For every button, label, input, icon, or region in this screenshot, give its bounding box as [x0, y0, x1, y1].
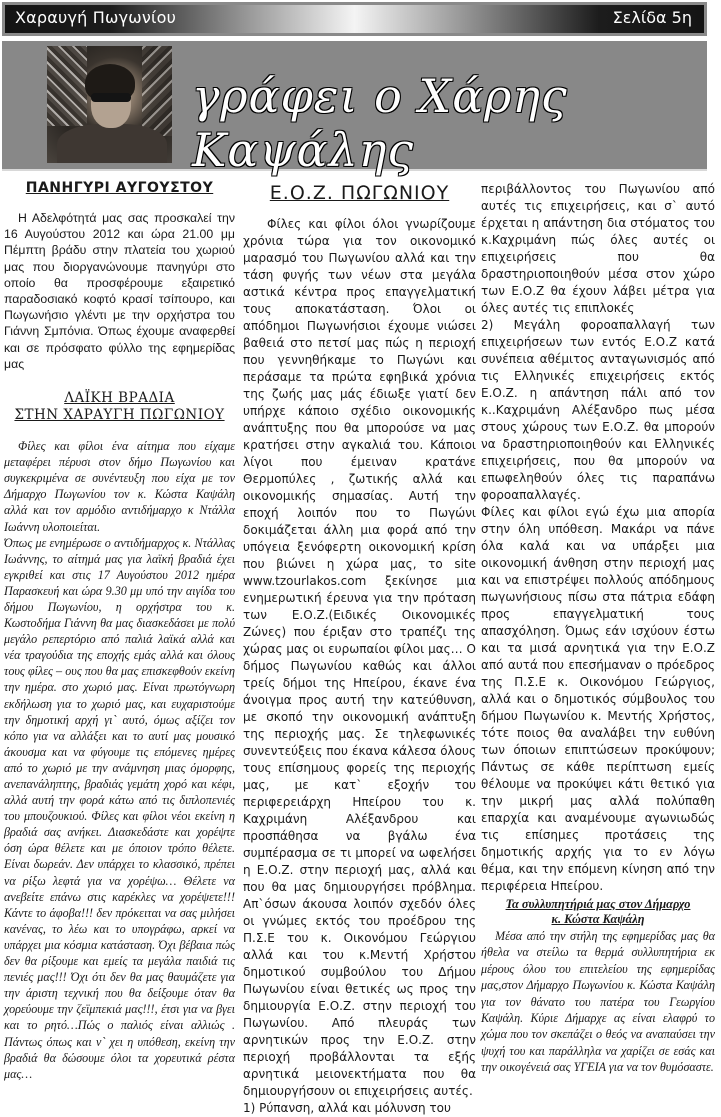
article-title-folk-night [4, 390, 235, 424]
article-body-eoz: Φίλες και φίλοι όλοι γνωρίζουμε χρόνια τώρα για τον οικονομικό μαρασμό του Πωγωνίου αλλά και την τάση φυγής των νέων στα μεγάλα αστικά κέντρα προς επαγγελματική τους αποκατάσταση. Όλοι οι απόδημοι Πωγωνήσιοι έχουμε νιώσει βαθειά στο πετσί μας πώς η περιοχή που γεννηθήκαμε το Πωγώνι και περάσαμε τα πρώτα εφηβικά χρόνια της ζωής μας μάς έδιωξε γιατί δεν υπήρχε κάποιο σχέδιο οικονομικής ανάπτυξης που θα μπορούσε να μας κρατήσει στην αγκαλιά του. Κάποιοι λίγοι που έμειναν κρατάνε Θερμοπύλες , ζωτικής αλλά και οικονομικής σημασίας. Αυτή την εποχή λοιπόν που το Πωγώνι δοκιμάζεται άλλη μια φορά από την υπόγεια ξενόφερτη οικονομική κρίση που βιώνει η χώρα μας, το site www.tzourlakos.com ξεκίνησε μια ενημερωτική έρευνα για την πρόταση των Ε.Ο.Ζ.(Ειδικές Οικονομικές Ζώνες) που έριξαν στο τραπέζι της χώρας μας οι ευρωπαίοι φίλοι μας… Ο δήμος Πωγωνίου καθώς και άλλοι τρείς δήμοι της Ηπείρου, έκανε ένα άνοιγμα προς αυτή την κατεύθυνση, με σκοπό την οικονομική ανάπτυξη της περιοχής μας. Σε τηλεφωνικές συνεντεύξεις που έκανα κάλεσα όλους τους επίσημους φορείς της περιοχής μας, με κατ` εξοχήν του περιφερειάρχη Ηπείρου του κ. Καχριμάνη Αλέξανδρου και προσπάθησα να βγάλω ένα συμπέρασμα σε τι μπορεί να ωφελήσει η Ε.Ο.Ζ. στην περιοχή μας, αλλά και που θα μας δημιουργήσει πρόβλημα. Απ`όσων άκουσα λοιπόν σχεδόν όλες οι γνώμες εκτός του προέδρου της Π.Σ.Ε του κ. Οικονόμου Γεώργιου αλλά και του κ.Μεντή Χρήστου δημοτικού συμβούλου του Δήμου Πωγωνίου είναι θετικές ως προς την δημιουργία Ε.Ο.Ζ. στην περιοχή του Πωγωνίου. Από πλευράς των αρνητικών προς την Ε.Ο.Ζ. στην περιοχή προβάλλονται τα εξής αρνητικά μειονεκτήματα που θα δημιουργήσουν οι επιχειρήσεις αυτές. [243, 217, 476, 1098]
column-right [481, 181, 715, 1076]
article-title-eoz: Ε.Ο.Ζ. ΠΩΓΩΝΙΟΥ [269, 182, 450, 204]
article-title-festival: ΠΑΝΗΓΥΡΙ ΑΥΓΟΥΣΤΟΥ [25, 180, 214, 196]
article-eoz-item-2: 2) Μεγάλη φοροαπαλλαγή των επιχειρήσεων των εντός Ε.Ο.Ζ κατά συνέπεια αθέμιτος ανταγωνισμός από τις Ελληνικές επιχειρήσεις εκτός Ε.Ο.Ζ. η απάντηση πάλι από τον κ..Καχριμάνη Αλέξανδρο πως μέσα στους χώρους των Ε.Ο.Ζ. θα μπορούν να δραστηριοποιηθούν και Ελληνικές επιχειρήσεις, που θα μπορούν να επωφεληθούν όλες τις παραπάνω φοροαπαλλαγές. [481, 318, 715, 502]
article-body-condolences: Μέσα από την στήλη της εφημερίδας μας θα ήθελα να στείλω τα θερμά συλλυπητήρια εκ μέρους όλου του επιτελείου της εφημερίδας μας,στον Δήμαρχο Πωγωνίου κ. Κώστα Καψάλη για τον θάνατο του πατέρα του Γεωργίου Καψάλη. Κύριε Δήμαρχε ας είναι ελαφρύ το χώμα που τον σκεπάζει ο θεός να αναπαύσει την ψυχή του και παράλληλα να χαρίζει σε εσάς και την οικογένειά σας ΥΓΕΙΑ για να τον θυμόσαστε. [481, 929, 715, 1075]
column-left [4, 178, 235, 1082]
author-banner [2, 41, 707, 177]
author-photo [47, 46, 172, 163]
photo-background-tree-right [142, 46, 172, 136]
photo-torso [57, 124, 167, 163]
article-body-folk-night-p1: Φίλες και φίλοι ένα αίτημα που είχαμε μεταφέρει πέρυσι στον δήμο Πωγωνίου και συγκεκριμένα σε συνέντευξη που είχα με τον Δήμαρχο Πωγωνίου τον κ. Κώστα Καψάλη αλλά και τον αρμόδιο αντιδήμαρχο κ Ντάλλα Ιωάννη υλοποιείται. [4, 439, 235, 534]
article-title-folk-night-line1: ΛΑΪΚΗ ΒΡΑΔΙΑ [64, 390, 175, 407]
article-eoz-continued: περιβάλλοντος του Πωγωνίου από αυτές τις επιχειρήσεις, και σ` αυτό έρχεται η απάντηση δια στόματος του κ.Καχριμάνη πώς όλες αυτές οι επιχειρήσεις που θα δραστηριοποιηθούν μέσα στον χώρο των Ε.Ο.Ζ θα έχουν λάβει μέτρα για όλες αυτές τις επιπλοκές [481, 182, 715, 315]
article-title-condolences-line2: κ. Κώστα Καψάλη [551, 912, 645, 926]
article-body-festival: Η Αδελφότητά μας σας προσκαλεί την 16 Αυγούστου 2012 και ώρα 21.00 μμ Πέμπτη βράδυ στην πλατεία του χωριού μας που διοργανώνουμε πανηγύρι στο οποίο θα προσφέρουμε εξαιρετικό παραδοσιακό κοφτό κρασί τσίπουρο, και Πωγωνήσιο γλέντι με την ορχήστρα του Γιάννη Σμπόνια. Όπως έχουμε αναφερθεί και σε πρόσφατο φύλλο της εφημερίδας μας [4, 211, 235, 371]
author-byline: γράφει ο Χάρης Καψάλης [192, 69, 568, 177]
article-title-condolences-line1: Τα συλλυπητήριά μας στον Δήμαρχο [505, 897, 691, 911]
article-title-condolences [481, 897, 715, 927]
article-eoz-item-1: 1) Ρύπανση, αλλά και μόλυνση του [243, 1101, 451, 1115]
page-header-gradient [5, 5, 704, 33]
article-body-folk-night-p2: Όπως με ενημέρωσε ο αντιδήμαρχος κ. Ντάλλας Ιωάννης, το αίτημά μας για λαϊκή βραδιά έχει εγκριθεί και στις 17 Αυγούστου 2012 ημέρα Παρασκευή και ώρα 9.30 μμ υπό την αιγίδα του δήμου Πωγωνίου, η ορχήστρα του κ. Κωστοδήμα Γιάννη θα μας διασκεδάσει με πολύ μεγάλο ρεπερτόριο από παλιά λαϊκά αλλά και νέα τραγούδια της εποχής εμάς αλλά και όλους τους φίλες – ους που θα μας επισκεφθούν εκείνη την ημέρα. στο χωριό μας. Είναι πρωτόγνωρη εκδήλωση για το χωριό μας, και ευχαριστούμε την δημοτική αρχή γι` αυτό, όμως αξίζει τον κόπο για να αλλάξει και το αυτί μας μουσικό άκουσμα και να φύγουμε τις επόμενες ημέρες από το χωριό με την ανάμνηση μιας όμορφης, ανεπανάληπτης, βραδιάς γεμάτη χορό και κέφι, αλλά αυτή την φορά κάτω από τις διπλοπενιές του μπουζουκιού. Φίλες και φίλοι νέοι εκείνη η βραδιά σας ανήκει. Διασκεδάστε και χορέψτε όση ώρα θέλετε και με όποιον τρόπο θέλετε. Είναι δωρεάν. Δεν υπάρχει το κλασσικό, πρέπει να ρίξω λεφτά για να χορέψω… Θέλετε να ανεβείτε επάνω στις καρέκλες να χορέψετε!!! Κάντε το άφοβα!!! δεν πρόκειται να σας μιλήσει κανένας, το λέω και το υπογράφω, αρκεί να υπάρχει μια κόσμια κατάσταση. Όχι βέβαια πώς δεν θα ρίξουμε και εμείς τα μεγάλα παιδιά τις πενιές μας!!! Όχι ότι δεν θα μας θαυμάζετε για την άριστη τεχνική που θα δείξουμε όταν θα χορεύουμε την ζεϊμπεκιά μας!!!, έτσι για να βγει και το ρητό…Πώς ο παλιός είναι αλλιώς . Πάντως όπως και ν` χει η υπόθεση, εκείνη την βραδιά θα δώσουμε όλοι τα χορευτικά ρέστα μας… [4, 535, 235, 1081]
article-title-folk-night-line2: ΣΤΗΝ ΧΑΡΑΥΓΗ ΠΩΓΩΝΙΟΥ [14, 407, 225, 424]
article-eoz-closing: Φίλες και φίλοι εγώ έχω μια απορία στην όλη υπόθεση. Μακάρι να πάνε όλα καλά και να υπάρξει μια οικονομική άνθηση στην περιοχή μας και να επιστρέψει πολλούς απόδημους πωγωνήσιους πίσω στα πάτρια εδάφη προς επαγγελματική τους απασχόληση. Όμως εάν ισχύουν έστω και τα μισά αρνητικά για την Ε.Ο.Ζ από αυτά που επεσήμαναν ο πρόεδρος της Π.Σ.Ε κ. Οικονόμου Γεώργιος, αλλά και ο δημοτικός σύμβουλος του δήμου Πωγωνίου κ. Μεντής Χρήστος, τότε ποιος θα αναλάβει την ευθύνη των όποιων επιπτώσεων προκύψουν; Πάντως σε κάθε περίπτωση εμείς θέλουμε να προκύψει κάτι θετικό για την μικρή μας αλλά πολύπαθη επαρχία και αναμένουμε αγωνιωδώς τις επίσημες προτάσεις της δημοτικής αρχής για το εν λόγω θέμα, και την επόμενη κίνηση από την περιφέρεια Ηπείρου. [481, 505, 715, 893]
page-number: Σελίδα 5η [612, 8, 692, 27]
photo-background-tree-left [47, 46, 87, 126]
page-header-bar [2, 2, 707, 36]
column-middle [243, 178, 476, 1117]
photo-sunglasses [91, 93, 131, 102]
publication-name: Χαραυγή Πωγωνίου [15, 8, 177, 27]
